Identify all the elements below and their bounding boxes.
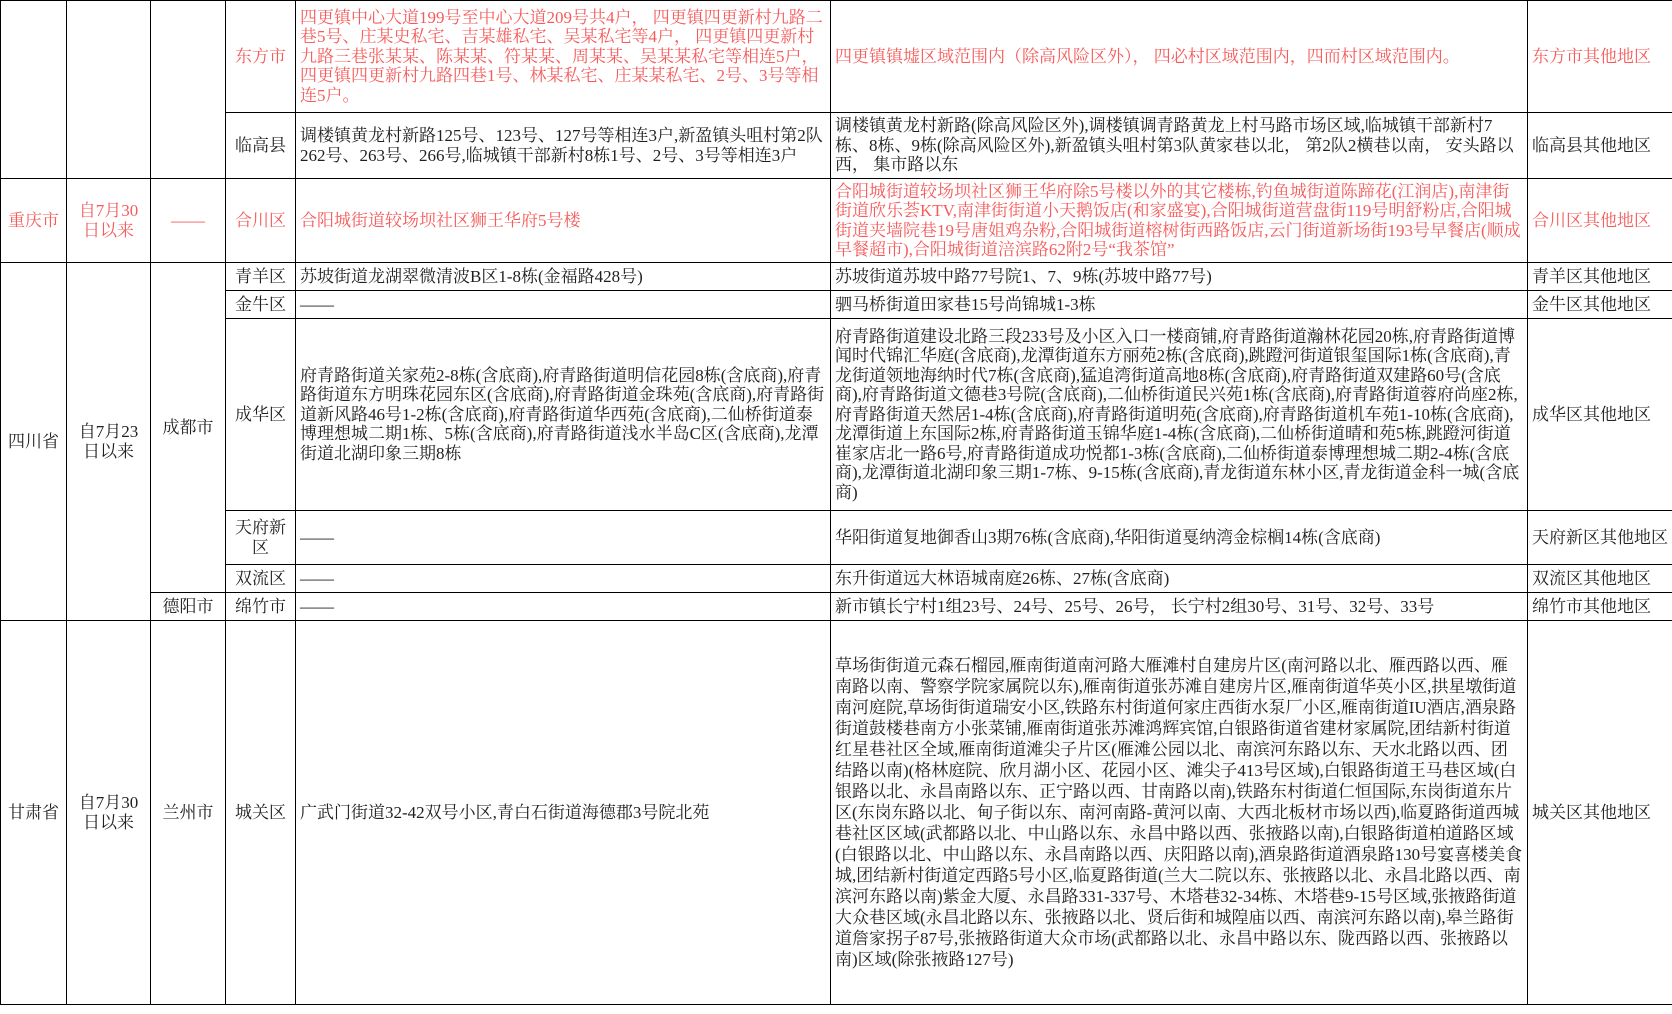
cell-district-chengguan: 城关区 (226, 621, 296, 1005)
cell-mid-risk-chengguan: 草场街街道元森石榴园,雁南街道南河路大雁滩村自建房片区(南河路以北、雁西路以西、雁南路以南、警察学院家属院以东),雁南街道张苏滩自建房片区,雁南街道华英小区,拱星墩街道南河庭院,草场街街道瑞安小区,铁路东村街道何家庄西街水泵厂小区,雁南街道IU酒店,酒泉路街道鼓楼巷南方小张菜铺,雁南街道张苏滩鸿辉宾馆,白银路街道省建材家属院,团结新村街道红星巷社区全域,雁南街道滩尖子片区(雁滩公园以北、南滨河东路以东、天水北路以西、团结路以南)(格林庭院、欣月湖小区、花园小区、滩尖子413号区域),白银路街道王马巷区域(白银路以北、永昌南路以东、正宁路以西、甘南路以南),铁路东村街道仁恒国际,东岗街道东片区(东岗东路以北、甸子街以东、南河南路-黄河以南、大西北板材市场以西),临夏路街道西城巷社区区域(武都路以北、中山路以东、永昌中路以西、张掖路以南),白银路街道柏道路区域(白银路以北、中山路以东、永昌南路以西、庆阳路以南),酒泉路街道酒泉路130号宴喜楼美食城,团结新村街道定西路5号小区,临夏路街道(兰大二院以东、张掖路以北、永昌北路以西、南滨河东路以南)紫金大厦、永昌路331-337号、木塔巷32-34栋、木塔巷9-15号区域,张掖路街道大众巷区域(永昌北路以东、张掖路以北、贤后街和城隍庙以西、南滨河东路以南),皋兰路街道詹家拐子87号,张掖路街道大众市场(武都路以北、永昌中路以东、陇西路以西、张掖路以南)区域(除张掖路127号) (831, 621, 1528, 1005)
table-row (1, 621, 1672, 1005)
cell-mid-risk-dongfang: 四更镇镇墟区域范围内（除高风险区外）， 四必村区域范围内，四而村区域范围内。 (831, 1, 1528, 113)
cell-mid-risk-hechuan: 合阳城街道较场坝社区狮王华府除5号楼以外的其它楼栋,钓鱼城街道陈蹄花(江润店),南津街街道欣乐荟KTV,南津街街道小天鹅饭店(和家盛宴),合阳城街道营盘街119号明舒粉店,合阳城街道夹墙院巷19号唐姐鸡杂粉,合阳城街道榕树街西路饭店,云门街道新场街193号早餐店(顺成早餐超市),合阳城街道涪滨路62附2号“我茶馆” (831, 179, 1528, 263)
table-row (1, 565, 1672, 593)
cell-province-sichuan: 四川省 (1, 263, 67, 621)
cell-province-chongqing: 重庆市 (1, 179, 67, 263)
cell-other-area-hechuan: 合川区其他地区 (1528, 179, 1672, 263)
cell-district-mianzhu: 绵竹市 (226, 593, 296, 621)
cell-high-risk-jinniu: —— (296, 291, 831, 319)
cell-province-gansu: 甘肃省 (1, 621, 67, 1005)
cell-other-area-mianzhu: 绵竹市其他地区 (1528, 593, 1672, 621)
cell-mid-risk-shuangliu: 东升街道远大林语城南庭26栋、27栋(含底商) (831, 565, 1528, 593)
cell-high-risk-qingyang: 苏坡街道龙湖翠微清波B区1-8栋(金福路428号) (296, 263, 831, 291)
table-row (1, 263, 1672, 291)
table-row (1, 511, 1672, 565)
cell-date-sichuan: 自7月23日以来 (67, 263, 151, 621)
table-row (1, 179, 1672, 263)
cell-high-risk-shuangliu: —— (296, 565, 831, 593)
table-row (1, 319, 1672, 511)
cell-mid-risk-mianzhu: 新市镇长宁村1组23号、24号、25号、26号， 长宁村2组30号、31号、32号、33号 (831, 593, 1528, 621)
cell-city-chengdu: 成都市 (151, 263, 226, 593)
cell-mid-risk-lingao: 调楼镇黄龙村新路(除高风险区外),调楼镇调青路黄龙上村马路市场区域,临城镇干部新村7栋、8栋、9栋(除高风险区外),新盈镇头咀村第3队黄家巷以北， 第2队2横巷以南， 安头路以西， 集市路以东 (831, 113, 1528, 179)
cell-high-risk-chengguan: 广武门街道32-42双号小区,青白石街道海德郡3号院北苑 (296, 621, 831, 1005)
cell-district-jinniu: 金牛区 (226, 291, 296, 319)
cell-other-area-lingao: 临高县其他地区 (1528, 113, 1672, 179)
cell-other-area-shuangliu: 双流区其他地区 (1528, 565, 1672, 593)
cell-mid-risk-chenghua: 府青路街道建设北路三段233号及小区入口一楼商铺,府青路街道瀚林花园20栋,府青路街道博闻时代锦汇华庭(含底商),龙潭街道东方丽苑2栋(含底商),跳蹬河街道银玺国际1栋(含底商),青龙街道领地海纳时代7栋(含底商),猛追湾街道高地8栋(含底商),府青路街道双建路60号(含底商),府青路街道文德巷3号院(含底商),二仙桥街道民兴苑1栋(含底商),府青路街道蓉府尚座2栋,府青路街道天然居1-4栋(含底商),府青路街道明苑(含底商),府青路街道机车苑1-10栋(含底商),龙潭街道上东国际2栋,府青路街道玉锦华庭1-4栋(含底商),二仙桥街道晴和苑5栋,跳蹬河街道崔家店北一路6号,府青路街道成功悦都1-3栋(含底商),二仙桥街道泰博理想城二期2-4栋(含底商),龙潭街道北湖印象三期1-7栋、9-15栋(含底商),青龙街道东林小区,青龙街道金科一城(含底商) (831, 319, 1528, 511)
cell-district-shuangliu: 双流区 (226, 565, 296, 593)
cell-high-risk-tianfu: —— (296, 511, 831, 565)
cell-high-risk-hechuan: 合阳城街道较场坝社区狮王华府5号楼 (296, 179, 831, 263)
cell-district-chenghua: 成华区 (226, 319, 296, 511)
cell-city-lanzhou: 兰州市 (151, 621, 226, 1005)
cell-mid-risk-qingyang: 苏坡街道苏坡中路77号院1、7、9栋(苏坡中路77号) (831, 263, 1528, 291)
cell-district-hechuan: 合川区 (226, 179, 296, 263)
cell-high-risk-dongfang: 四更镇中心大道199号至中心大道209号共4户， 四更镇四更新村九路二巷5号、庄某史私宅、吉某雄私宅、吴某私宅等4户， 四更镇四更新村九路三巷张某某、陈某某、符某某、周某某、吴某某私宅等相连5户， 四更镇四更新村九路四巷1号、林某私宅、庄某某私宅、2号、3号等相连5户。 (296, 1, 831, 113)
cell-mid-risk-jinniu: 驷马桥街道田家巷15号尚锦城1-3栋 (831, 291, 1528, 319)
cell-district-qingyang: 青羊区 (226, 263, 296, 291)
cell-other-area-jinniu: 金牛区其他地区 (1528, 291, 1672, 319)
cell-date-gansu: 自7月30日以来 (67, 621, 151, 1005)
cell-mid-risk-tianfu: 华阳街道复地御香山3期76栋(含底商),华阳街道戛纳湾金棕榈14栋(含底商) (831, 511, 1528, 565)
cell-high-risk-lingao: 调楼镇黄龙村新路125号、123号、127号等相连3户,新盈镇头咀村第2队262号、263号、266号,临城镇干部新村8栋1号、2号、3号等相连3户 (296, 113, 831, 179)
cell-district-lingao: 临高县 (226, 113, 296, 179)
cell-other-area-chengguan: 城关区其他地区 (1528, 621, 1672, 1005)
cell-other-area-tianfu: 天府新区其他地区 (1528, 511, 1672, 565)
table-row (1, 593, 1672, 621)
cell-district-tianfu: 天府新区 (226, 511, 296, 565)
cell-province-empty (1, 1, 67, 179)
cell-city-empty (151, 1, 226, 179)
cell-other-area-dongfang: 东方市其他地区 (1528, 1, 1672, 113)
cell-date-chongqing: 自7月30日以来 (67, 179, 151, 263)
cell-district-dongfang: 东方市 (226, 1, 296, 113)
cell-high-risk-mianzhu: —— (296, 593, 831, 621)
cell-other-area-qingyang: 青羊区其他地区 (1528, 263, 1672, 291)
table-row (1, 113, 1672, 179)
cell-city-deyang: 德阳市 (151, 593, 226, 621)
cell-city-chongqing: —— (151, 179, 226, 263)
table-row (1, 291, 1672, 319)
table-row (1, 1, 1672, 113)
cell-date-empty (67, 1, 151, 179)
cell-high-risk-chenghua: 府青路街道关家苑2-8栋(含底商),府青路街道明信花园8栋(含底商),府青路街道东方明珠花园东区(含底商),府青路街道金珠苑(含底商),府青路街道新风路46号1-2栋(含底商),府青路街道华西苑(含底商),二仙桥街道泰博理想城二期1栋、5栋(含底商),府青路街道浅水半岛C区(含底商),龙潭街道北湖印象三期8栋 (296, 319, 831, 511)
cell-other-area-chenghua: 成华区其他地区 (1528, 319, 1672, 511)
